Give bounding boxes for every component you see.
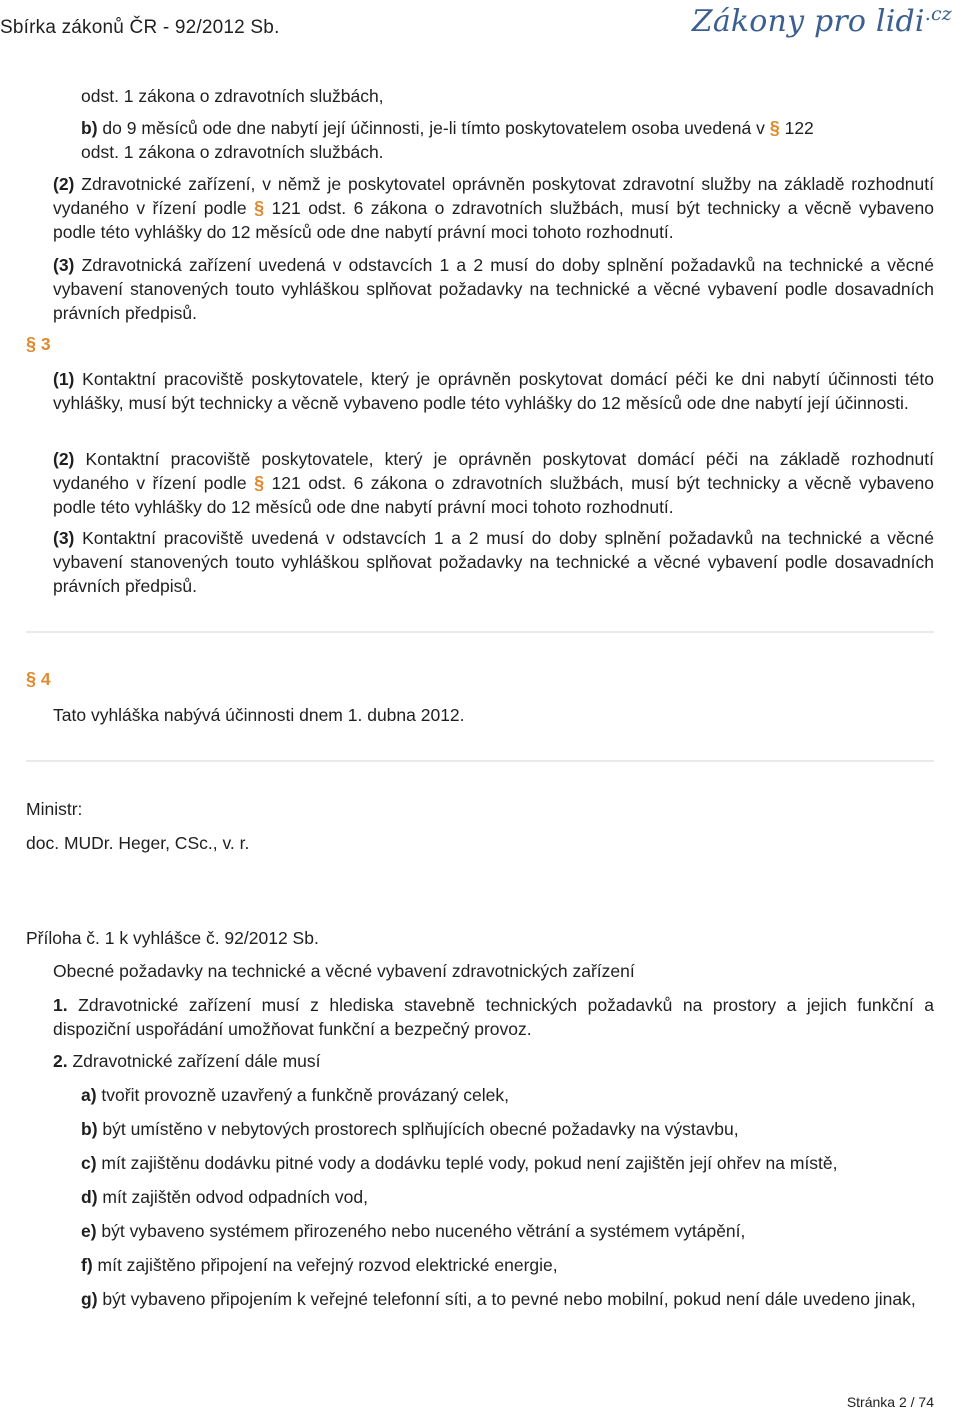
subitem-d (81, 1185, 934, 1209)
subitem-text: být vybaveno systémem přirozeného nebo nuceného větrání a systémem vytápění, (96, 1221, 746, 1241)
section-sign-icon: § (254, 473, 265, 493)
subitem-text: mít zajištěnu dodávku pitné vody a dodávku teplé vody, pokud není zajištěn její ohřev na místě, (96, 1153, 838, 1173)
item-2-label: 2. (53, 1051, 68, 1071)
section-sign-icon: § (769, 118, 780, 138)
subitem-label: e) (81, 1221, 97, 1241)
section-sign-icon: § (26, 669, 37, 689)
subitem-a (81, 1083, 934, 1107)
section-3-paragraph-3 (53, 526, 934, 598)
subitem-label: a) (81, 1085, 97, 1105)
subitem-label: b) (81, 1119, 98, 1139)
item-1-text: Zdravotnické zařízení musí z hlediska stavebně technických požadavků na prostory a jejich funkční a dispoziční uspořádání umožňovat funkční a bezpečný provoz. (53, 995, 934, 1039)
subitem-text: tvořit provozně uzavřený a funkčně provázaný celek, (96, 1085, 510, 1105)
annex-item-2 (53, 1049, 934, 1073)
s3p2-text-a: Kontaktní pracoviště poskytovatele, který je oprávněn poskytovat domácí péči na základě rozhodnutí vydaného v řízení podle (53, 449, 934, 493)
p3-label: (3) (53, 255, 75, 275)
section-3-number: 3 (40, 334, 51, 354)
section-3-paragraph-1 (53, 367, 934, 415)
divider (26, 631, 934, 633)
item-b-tail: odst. 1 zákona o zdravotních službách. (81, 142, 384, 162)
subitem-label: g) (81, 1289, 98, 1309)
item-2-text: Zdravotnické zařízení dále musí (67, 1051, 321, 1071)
s3p1-text: Kontaktní pracoviště poskytovatele, který je oprávněn poskytovat domácí péči ke dni nabytí účinnosti této vyhlášky, musí být technicky a věcně vybaveno podle této vyhlášky do 12 měsíců ode dne nabytí její účinnosti. (53, 369, 934, 413)
subitem-label: d) (81, 1187, 98, 1207)
logo-suffix: .cz (924, 3, 952, 25)
section-4-heading[interactable] (26, 667, 51, 691)
subitem-text: být vybaveno připojením k veřejné telefonní síti, a to pevné nebo mobilní, pokud není dále uvedeno jinak, (97, 1289, 916, 1309)
line-odst1: odst. 1 zákona o zdravotních službách, (81, 86, 384, 106)
document-title: Sbírka zákonů ČR - 92/2012 Sb. (0, 17, 280, 38)
subitem-e (81, 1219, 934, 1243)
subitem-label: c) (81, 1153, 97, 1173)
subitem-text: být umístěno v nebytových prostorech splňujících obecné požadavky na výstavbu, (97, 1119, 739, 1139)
p3-text: Zdravotnická zařízení uvedená v odstavcích 1 a 2 musí do doby splnění požadavků na technické a věcné vybavení stanovených touto vyhláškou splňovat požadavky na technické a věcné vybavení podle dosavadních právních předpisů. (53, 255, 934, 323)
subitem-g (81, 1287, 934, 1311)
item-b (81, 116, 934, 164)
subitem-label: f) (81, 1255, 93, 1275)
minister-name: doc. MUDr. Heger, CSc., v. r. (26, 833, 250, 853)
p2-text-b: 121 odst. 6 zákona o zdravotních službách, musí být technicky a věcně vybaveno podle této vyhlášky do 12 měsíců ode dne nabytí právní moci tohoto rozhodnutí. (53, 198, 934, 242)
s3p3-text: Kontaktní pracoviště uvedená v odstavcích 1 a 2 musí do doby splnění požadavků na technické a věcné vybavení stanovených touto vyhláškou splňovat požadavky na technické a věcné vybavení podle dosavadních právních předpisů. (53, 528, 934, 596)
section-3-paragraph-2 (53, 447, 934, 519)
section-sign-icon: § (26, 334, 37, 354)
s3p2-label: (2) (53, 449, 75, 469)
page-header (0, 0, 960, 46)
site-logo[interactable] (692, 2, 952, 42)
p2-text-a: Zdravotnické zařízení, v němž je poskytovatel oprávněn poskytovat zdravotní služby na základě rozhodnutí vydaného v řízení podle (53, 174, 934, 218)
item-b-text: do 9 měsíců ode dne nabytí její účinnosti, je-li tímto poskytovatelem osoba uvedená v (97, 118, 770, 138)
section-4-number: 4 (40, 669, 51, 689)
item-b-num: 122 (779, 118, 814, 138)
logo-text: Zákony pro lidi (691, 4, 925, 39)
subitem-f (81, 1253, 934, 1277)
subitem-c (81, 1151, 934, 1175)
annex-item-1 (53, 993, 934, 1041)
section-4-text: Tato vyhláška nabývá účinnosti dnem 1. dubna 2012. (53, 705, 465, 725)
subitem-text: mít zajištěn odvod odpadních vod, (97, 1187, 368, 1207)
s3p1-label: (1) (53, 369, 75, 389)
subitem-text: mít zajištěno připojení na veřejný rozvod elektrické energie, (92, 1255, 558, 1275)
paragraph-2 (53, 172, 934, 244)
section-3-heading[interactable] (26, 332, 51, 356)
annex-subtitle: Obecné požadavky na technické a věcné vybavení zdravotnických zařízení (53, 961, 635, 981)
item-1-label: 1. (53, 995, 68, 1015)
s3p2-text-b: 121 odst. 6 zákona o zdravotních službách, musí být technicky a věcně vybaveno podle této vyhlášky do 12 měsíců ode dne nabytí právní moci tohoto rozhodnutí. (53, 473, 934, 517)
page-number: Stránka 2 / 74 (846, 1394, 934, 1410)
s3p3-label: (3) (53, 528, 75, 548)
section-sign-icon: § (254, 198, 265, 218)
item-b-label: b) (81, 118, 98, 138)
divider (26, 760, 934, 762)
subitem-b (81, 1117, 934, 1141)
annex-title: Příloha č. 1 k vyhlášce č. 92/2012 Sb. (26, 928, 319, 948)
paragraph-continuation (81, 84, 934, 108)
paragraph-3 (53, 253, 934, 325)
minister-label: Ministr: (26, 799, 83, 819)
p2-label: (2) (53, 174, 75, 194)
